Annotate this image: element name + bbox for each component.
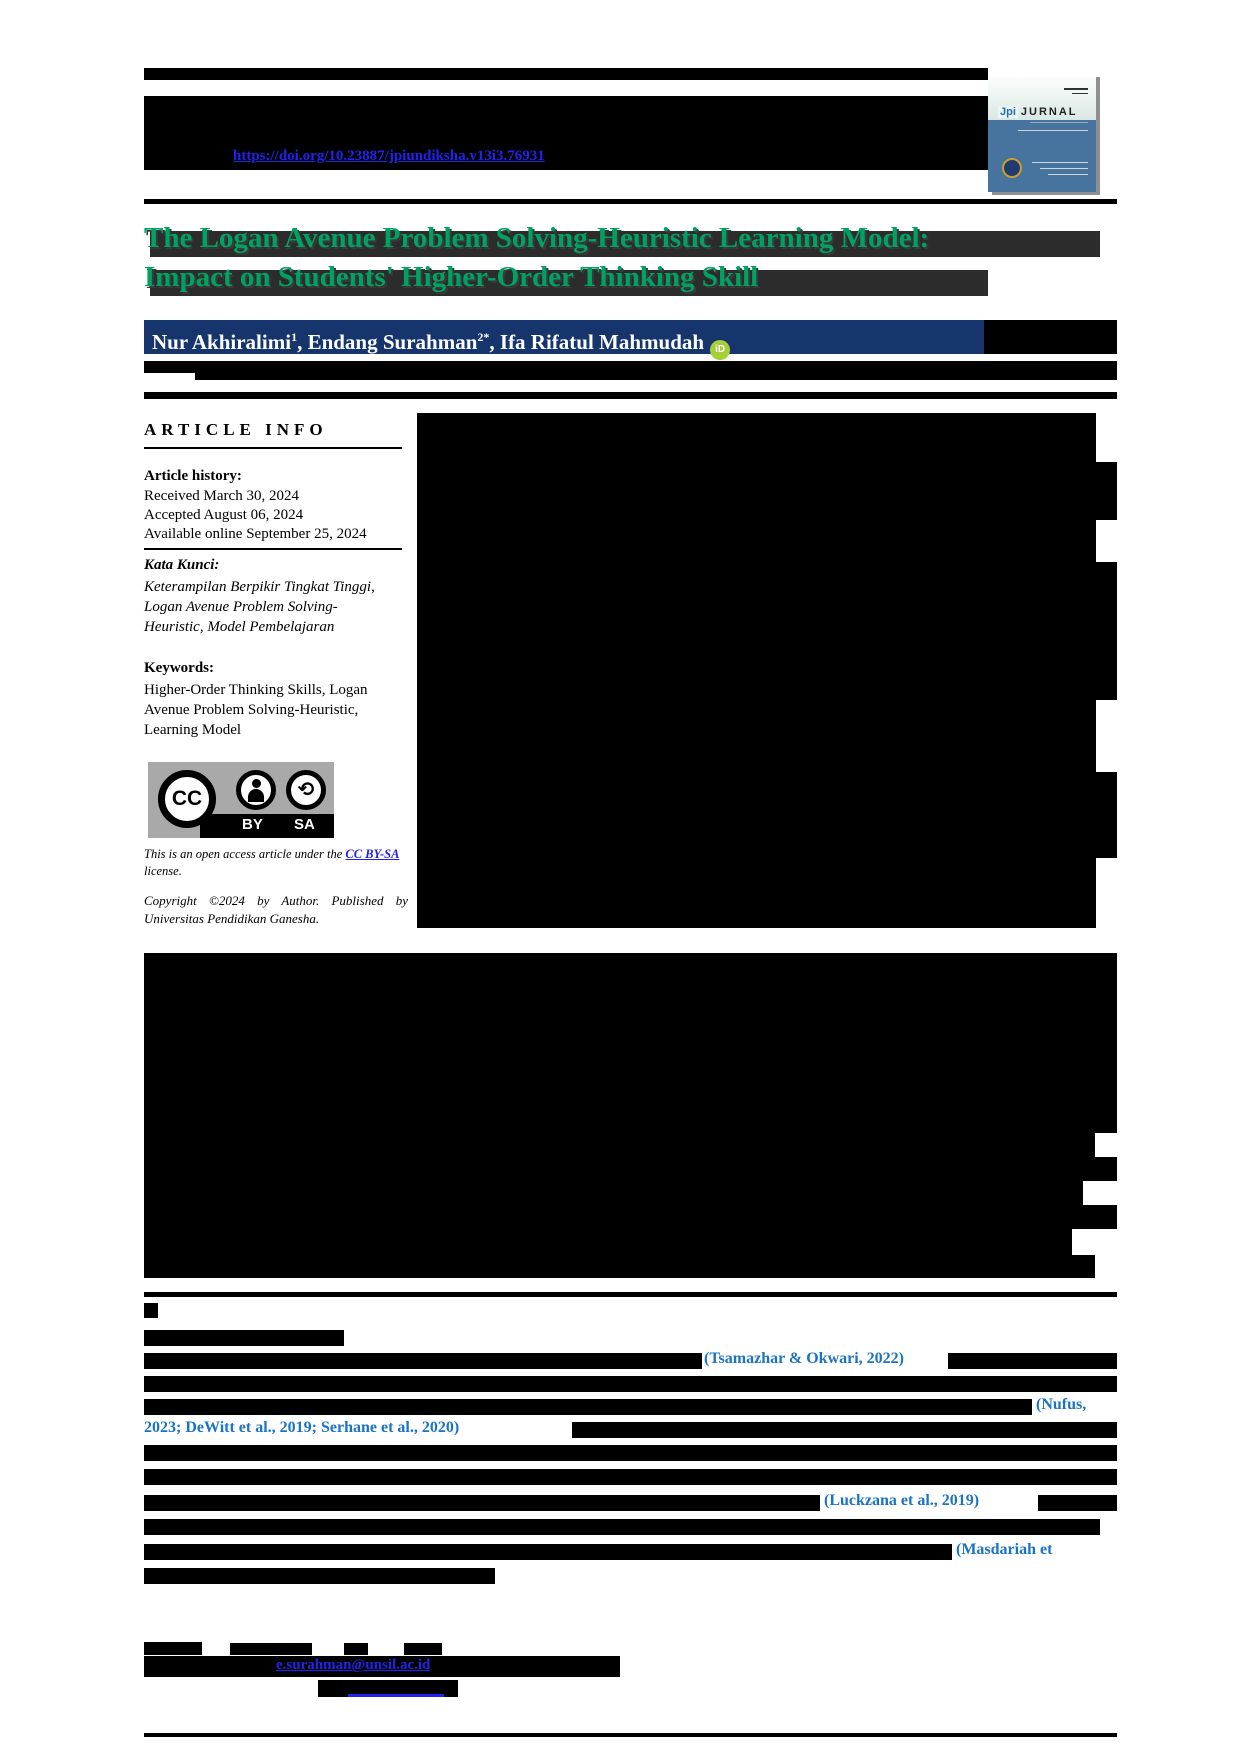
cc-sa-arrow-icon: ⟲	[286, 770, 326, 810]
redaction-para-row-a	[144, 1330, 344, 1346]
affiliation-rule	[144, 392, 1117, 399]
keywords-label: Keywords:	[144, 660, 214, 676]
history-divider-rule	[144, 548, 402, 550]
cover-issue-stroke	[1018, 130, 1088, 131]
author-1-affiliation-sup: 1	[291, 330, 298, 344]
redaction-section-number	[144, 1303, 158, 1318]
redaction-author-band-right	[984, 320, 1117, 354]
cc-by-label: BY	[242, 816, 263, 833]
redaction-mid-row-3	[144, 1181, 1083, 1205]
redaction-footer-frag-4	[404, 1643, 442, 1655]
cc-sa-label: SA	[294, 816, 315, 833]
university-emblem-icon	[1002, 158, 1022, 178]
abstract-notch-4	[1096, 858, 1117, 928]
abstract-notch-3	[1096, 700, 1117, 772]
cc-by-sa-badge[interactable]	[148, 762, 334, 838]
corresponding-author-email-link[interactable]: e.surahman@unsil.ac.id	[276, 1657, 431, 1673]
article-history-label: Article history:	[144, 468, 242, 484]
header-bottom-rule	[144, 199, 1117, 204]
page-bottom-rule	[144, 1733, 1117, 1737]
cover-issn-stroke	[1064, 88, 1088, 90]
redaction-para-row-j	[144, 1544, 952, 1560]
section-divider-rule	[144, 1292, 1117, 1297]
redaction-mid-row-5	[144, 1229, 1072, 1255]
redaction-affiliation-bar	[195, 361, 1117, 380]
redaction-para-row-e	[572, 1422, 1117, 1438]
cc-icon: CC	[158, 770, 216, 828]
redaction-para-row-d	[144, 1399, 1032, 1415]
author-2-affiliation-sup: 2*	[477, 330, 490, 344]
redaction-mid-block	[144, 953, 1117, 1133]
redaction-footer-frag-2	[230, 1643, 312, 1655]
history-accepted: Accepted August 06, 2024	[144, 507, 304, 523]
author-line: Nur Akhiralimi$^1$, Endang Surahman$^{2*}$, Ifa Rifatul Mahmudah iD	[144, 320, 984, 354]
redaction-para-row-g	[144, 1469, 1117, 1485]
author-1: Nur Akhiralimi$^1$	[152, 330, 298, 354]
history-received: Received March 30, 2024	[144, 488, 299, 504]
cover-subtitle-stroke	[1030, 122, 1088, 123]
redaction-footer-frag-3	[344, 1643, 368, 1655]
cover-issn-stroke2	[1072, 93, 1088, 94]
redaction-para-row-b1	[144, 1353, 702, 1369]
citation-link-2-start[interactable]: (Nufus,	[1036, 1396, 1087, 1413]
keywords-text: Higher-Order Thinking Skills, Logan Avenue Problem Solving-Heuristic, Learning Model	[144, 682, 368, 738]
article-info-underline	[144, 447, 402, 449]
page-title-line1: The Logan Avenue Problem Solving-Heuristic Learning Model:	[144, 222, 930, 254]
redaction-mid-row-1	[144, 1133, 1095, 1157]
article-info-heading: ARTICLE INFO	[144, 420, 328, 439]
cc-by-sa-link[interactable]: CC BY-SA	[345, 847, 400, 861]
header-top-rule	[144, 68, 988, 80]
cover-footer-stroke1	[1032, 162, 1088, 163]
redaction-mid-row-2	[144, 1157, 1117, 1181]
redaction-para-row-f	[144, 1445, 1117, 1461]
open-access-statement: This is an open access article under the CC BY-SA license.	[144, 847, 400, 878]
copyright-statement: Copyright ©2024 by Author. Published by Universitas Pendidikan Ganesha.	[144, 893, 408, 926]
redacted-footer-link-sliver	[348, 1694, 444, 1697]
redaction-mid-row-6	[144, 1255, 1095, 1278]
redaction-para-row-c	[144, 1376, 1117, 1392]
redaction-affiliation-stub	[144, 361, 195, 373]
abstract-notch-2	[1096, 520, 1117, 562]
doi-link[interactable]: https://doi.org/10.23887/jpiundiksha.v13i3.76931	[233, 148, 545, 164]
author-3: Ifa Rifatul Mahmudah	[499, 330, 705, 354]
cover-footer-stroke3	[1048, 174, 1088, 175]
redaction-para-row-h2	[1038, 1495, 1117, 1511]
redaction-mid-row-4	[144, 1205, 1117, 1229]
author-2: Endang Surahman$^{2*}$	[307, 330, 490, 354]
redaction-para-row-h1	[144, 1495, 820, 1511]
journal-cover-thumbnail	[988, 74, 1096, 192]
citation-link-4[interactable]: (Masdariah et	[956, 1541, 1053, 1558]
cover-journal-logo	[998, 106, 1078, 118]
abstract-notch-1	[1096, 413, 1117, 462]
redaction-para-row-k	[144, 1568, 495, 1584]
redaction-footer-frag-1	[144, 1642, 202, 1655]
cover-footer-stroke2	[1040, 168, 1088, 169]
citation-link-2-end[interactable]: 2023; DeWitt et al., 2019; Serhane et al., 2020)	[144, 1419, 460, 1436]
redaction-para-row-b2	[948, 1353, 1117, 1369]
kata-kunci-label: Kata Kunci:	[144, 557, 220, 573]
redaction-abstract-block	[417, 413, 1117, 928]
redaction-para-row-i	[144, 1519, 1100, 1535]
citation-link-3[interactable]: (Luckzana et al., 2019)	[824, 1492, 980, 1509]
cover-jpi-mark: Jpi	[1000, 106, 1016, 118]
history-available-online: Available online September 25, 2024	[144, 526, 367, 542]
kata-kunci-text: Keterampilan Berpikir Tingkat Tinggi, Logan Avenue Problem Solving-Heuristic, Model Pembelajaran	[144, 579, 375, 635]
page-title-line2: Impact on Students' Higher-Order Thinking Skill	[144, 261, 759, 293]
orcid-icon[interactable]: iD	[710, 340, 730, 360]
cover-jurnal-text: JURNAL	[1020, 106, 1078, 118]
cc-by-person-icon	[236, 770, 276, 810]
citation-link-1[interactable]: (Tsamazhar & Okwari, 2022)	[704, 1350, 904, 1367]
